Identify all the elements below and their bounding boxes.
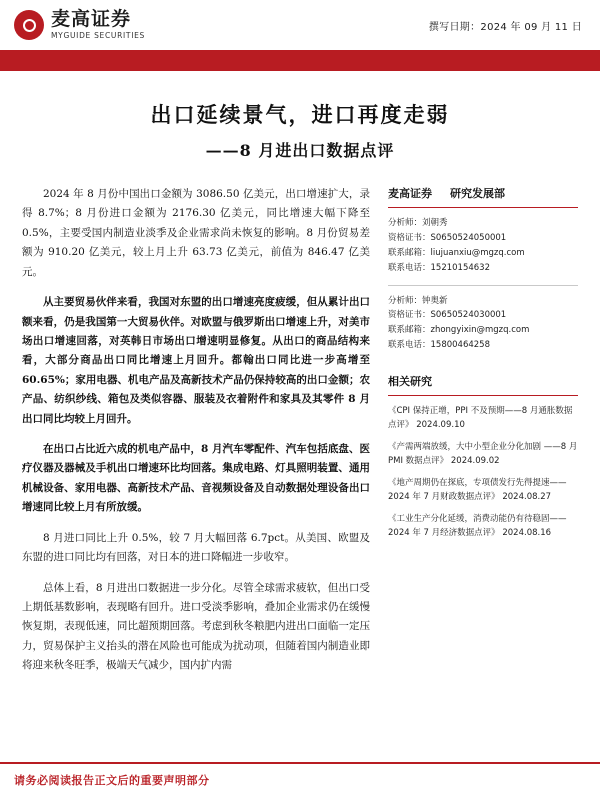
list-item[interactable] (388, 476, 578, 505)
brand-name-cn: 麦高证券 (51, 8, 132, 31)
sidebar-divider (388, 207, 578, 208)
department-name: 研究发展部 (450, 187, 505, 200)
analyst-card (388, 294, 578, 354)
brand-text (51, 10, 145, 40)
page-header (0, 0, 600, 50)
brand-name-en: MYGUIDE SECURITIES (51, 31, 146, 41)
main-column (22, 185, 370, 687)
footer-disclaimer: 请务必阅读报告正文后的重要声明部分 (14, 774, 210, 787)
related-title-text: 《地产周期仍在探底，专项债发行先得提速——2024 年 7 月财政数据点评》 (388, 477, 567, 503)
title-block (0, 71, 600, 161)
body-paragraph: 在出口占比近六成的机电产品中，8 月汽车零配件、汽车包括底盘、医疗仪器及器械及手机出口增速环比均回落。集成电路、灯具照明装置、通用机械设备、家用电器、高新技术产品、音视频设备及自动数据处理设备出口增速同比较上月有所放缓。 (22, 443, 370, 514)
footer-divider (0, 762, 600, 764)
brand-block (14, 10, 145, 40)
page-subtitle: ——8 月进出口数据点评 (205, 141, 395, 160)
page-title: 出口延续景气，进口再度走弱 (150, 102, 450, 127)
analyst-email[interactable]: 联系邮箱：zhongyixin@mgzq.com (388, 325, 530, 336)
sidebar-divider (388, 285, 578, 286)
circle-mark-logo-icon (14, 10, 44, 40)
body-paragraph: 2024 年 8 月份中国出口金额为 3086.50 亿美元，出口增速扩大，录得 8.7%；8 月份进口金额为 2176.30 亿美元，同比增速大幅下降至 0.5%，主要受国内制造业淡季及企业需求尚未恢复的影响。8 月份贸易差额为 910.20 亿美元，较上月上升 63.73 亿美元，前值为 846.47 亿美元。 (22, 188, 370, 278)
body-paragraph: 总体上看，8 月进出口数据进一步分化。尽管全球需求疲软，但出口受上期低基数影响，表现略有回升。进口受淡季影响，叠加企业需求仍在缓慢恢复期，表现低速，同比超预期回落。考虑到秋冬粮肥内进出口面临一定压力，贸易保护主义抬头的潜在风险也可能成为扰动项，但随着国内制造业即将迎来秋冬旺季，极端天气减少，国内扩内需 (22, 581, 370, 672)
related-research-list (388, 404, 578, 541)
analyst-phone: 联系电话：15800464258 (388, 340, 490, 351)
analyst-name: 分析师：钟奥新 (388, 295, 448, 306)
related-date: 2024.08.27 (502, 492, 552, 503)
analyst-name: 分析师：刘朝秀 (388, 218, 448, 228)
header-red-band (0, 50, 600, 71)
related-title-text: 《产需两端放缓，大中小型企业分化加剧 ——8 月 PMI 数据点评》 (388, 441, 578, 467)
related-date: 2024.08.16 (502, 528, 552, 539)
list-item[interactable] (388, 404, 578, 433)
report-date: 撰写日期：2024 年 09 月 11 日 (428, 21, 582, 33)
related-date: 2024.09.02 (450, 456, 500, 467)
analyst-email[interactable]: 联系邮箱：liujuanxiu@mgzq.com (388, 247, 525, 258)
firm-name: 麦高证券 (388, 187, 432, 200)
related-title-text: 《工业生产分化延缓，消费动能仍有待稳固——2024 年 7 月经济数据点评》 (388, 513, 567, 539)
list-item[interactable] (388, 440, 578, 469)
sidebar (388, 185, 578, 687)
related-research-title: 相关研究 (388, 375, 432, 388)
list-item[interactable] (388, 512, 578, 541)
analyst-phone: 联系电话：15210154632 (388, 262, 490, 273)
related-title-text: 《CPI 保持正增，PPI 不及预期——8 月通胀数据点评》 (388, 406, 573, 431)
sidebar-header (388, 185, 578, 207)
analyst-card (388, 216, 578, 276)
sidebar-divider (388, 395, 578, 396)
content-area (0, 161, 600, 687)
analyst-certificate: 资格证书：S0650524030001 (388, 310, 507, 321)
body-paragraph: 8 月进口同比上升 0.5%，较 7 月大幅回落 6.7pct。从美国、欧盟及东盟的进口同比均有回落，对日本的进口降幅进一步收窄。 (22, 531, 370, 564)
analyst-certificate: 资格证书：S0650524050001 (388, 232, 507, 243)
body-paragraph: 从主要贸易伙伴来看，我国对东盟的出口增速亮度疲缓，但从累计出口额来看，仍是我国第一大贸易伙伴。对欧盟与俄罗斯出口增速上升，对美市场出口增速回落，对英韩日市场出口增速明显修复。从出口的商品结构来看，大部分商品出口同比增速上月回升。都翰出口同比进一步高增至 60.65%；家用电器、机电产品及高新技术产品仍保持较高的出口金额；农产品、纺织纱线、箱包及类似容器、服装及衣着附件和家具及其零件 8 月出口同比均较上月回升。 (22, 296, 370, 425)
related-date: 2024.09.10 (416, 420, 465, 431)
